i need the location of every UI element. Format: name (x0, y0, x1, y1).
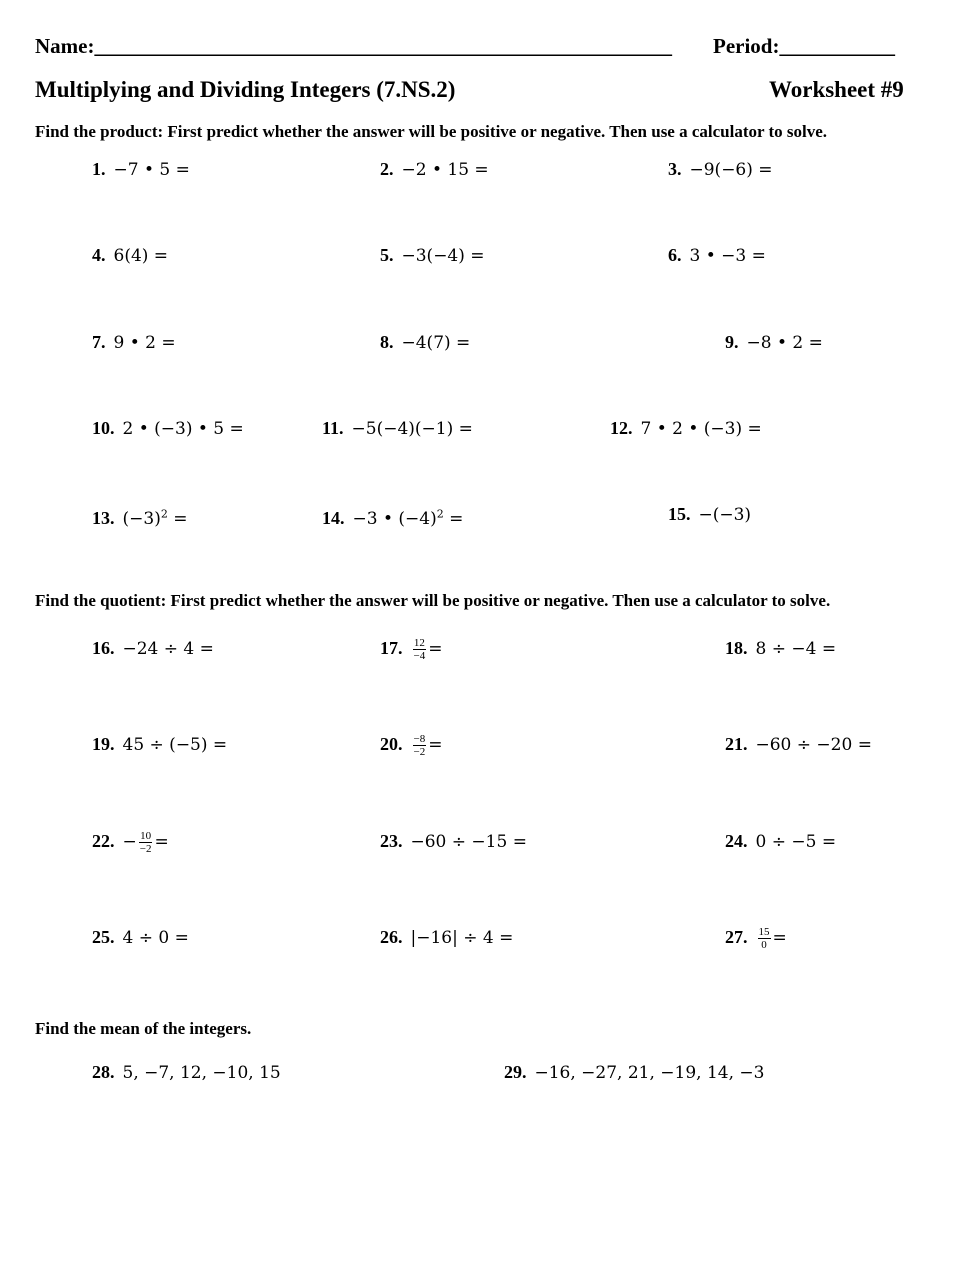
problem-29 (504, 1060, 765, 1085)
name-field-label (35, 34, 672, 59)
problem-number: 16. (92, 638, 115, 658)
problem-number: 4. (92, 245, 106, 265)
problem-expression (123, 509, 188, 529)
problem-number: 25. (92, 927, 115, 947)
problem-expression: 3 • −3 = (689, 246, 766, 266)
problem-9 (725, 330, 823, 355)
problem-17 (380, 636, 442, 662)
numerator: 15 (758, 926, 770, 939)
period-field-label (713, 34, 895, 59)
problem-number: 13. (92, 507, 115, 528)
problem-number: 8. (380, 332, 394, 352)
problem-expression: −8 • 2 = (746, 333, 823, 353)
problem-expression: −60 ÷ −15 = (410, 832, 527, 852)
problem-10 (92, 416, 244, 441)
mean-instructions: Find the mean of the integers. (35, 1019, 252, 1038)
problem-3 (668, 157, 773, 182)
problem-number: 12. (610, 418, 633, 438)
problem-number: 20. (380, 734, 403, 754)
problem-expression: 7 • 2 • (−3) = (640, 419, 762, 439)
problem-number: 1. (92, 159, 106, 179)
problem-number: 21. (725, 734, 748, 754)
problem-expression: 0 ÷ −5 = (755, 832, 837, 852)
expression-tail: = (154, 832, 169, 852)
problem-18 (725, 636, 836, 661)
fraction (758, 926, 771, 951)
denominator: −4 (413, 650, 426, 663)
exponent: 2 (160, 507, 168, 520)
problem-25 (92, 925, 189, 950)
problem-8 (380, 330, 470, 355)
problem-2 (380, 157, 489, 182)
numerator: 10 (140, 830, 152, 843)
problem-number: 11. (322, 418, 344, 438)
problem-expression: 9 • 2 = (113, 333, 176, 353)
problem-number: 7. (92, 332, 106, 352)
problem-12 (610, 416, 762, 441)
problem-15 (668, 502, 751, 527)
problem-expression: −3(−4) = (401, 246, 485, 266)
problem-number: 6. (668, 245, 682, 265)
problem-number: 28. (92, 1062, 115, 1082)
numerator: −8 (413, 733, 426, 746)
problem-number: 2. (380, 159, 394, 179)
problem-number: 15. (668, 504, 691, 524)
worksheet-title: Multiplying and Dividing Integers (7.NS.2) (35, 77, 456, 102)
expression-tail: = (167, 508, 188, 529)
problem-expression: 2 • (−3) • 5 = (122, 419, 244, 439)
problem-number: 26. (380, 927, 403, 947)
problem-24 (725, 829, 836, 854)
problem-11 (322, 416, 473, 441)
problem-expression: 4 ÷ 0 = (122, 928, 189, 948)
expression-tail: = (428, 639, 443, 659)
problem-22 (92, 829, 169, 855)
exponent: 2 (436, 507, 444, 520)
problem-expression: 6(4) = (113, 246, 169, 266)
problem-7 (92, 330, 176, 355)
problem-expression: −9(−6) = (689, 160, 773, 180)
quotient-instructions: Find the quotient: First predict whether the answer will be positive or negative. Then use a calculator to solve. (35, 591, 831, 610)
product-instructions: Find the product: First predict whether the answer will be positive or negative. Then use a calculator to solve. (35, 122, 828, 141)
problem-27 (725, 925, 787, 951)
problem-number: 17. (380, 638, 403, 658)
expression-prefix: − (122, 832, 137, 852)
problem-expression: 8 ÷ −4 = (755, 639, 837, 659)
fraction (413, 637, 427, 662)
problem-number: 10. (92, 418, 115, 438)
expression-base: −3 • (−4) (352, 508, 437, 529)
problem-number: 14. (322, 507, 345, 528)
problem-expression: −2 • 15 = (401, 160, 489, 180)
fraction (139, 830, 153, 855)
name-answer-line[interactable]: _______________________________________________________ (94, 34, 672, 58)
problem-number: 24. (725, 831, 748, 851)
period-label: Period: (713, 34, 780, 58)
problem-16 (92, 636, 214, 661)
problem-number: 5. (380, 245, 394, 265)
problem-expression (353, 509, 464, 529)
problem-expression: −24 ÷ 4 = (122, 639, 214, 659)
problem-21 (725, 732, 872, 757)
period-answer-line[interactable]: ___________ (779, 34, 895, 58)
problem-14 (322, 502, 463, 531)
problem-number: 19. (92, 734, 115, 754)
name-label: Name: (35, 34, 95, 58)
expression-base: (−3) (122, 508, 161, 529)
problem-expression: −16, −27, 21, −19, 14, −3 (534, 1063, 765, 1083)
problem-number: 29. (504, 1062, 527, 1082)
problem-expression: −(−3) (698, 505, 752, 525)
problem-expression: −60 ÷ −20 = (755, 735, 872, 755)
worksheet-number: Worksheet #9 (769, 77, 904, 102)
problem-expression: −7 • 5 = (113, 160, 190, 180)
expression-tail: = (443, 508, 464, 529)
denominator: −2 (139, 843, 152, 856)
problem-number: 23. (380, 831, 403, 851)
problem-23 (380, 829, 527, 854)
denominator: 0 (761, 939, 767, 952)
problem-5 (380, 243, 485, 268)
problem-number: 3. (668, 159, 682, 179)
denominator: −2 (413, 746, 426, 759)
problem-6 (668, 243, 766, 268)
problem-1 (92, 157, 190, 182)
problem-28 (92, 1060, 281, 1085)
problem-expression: |−16| ÷ 4 = (410, 928, 514, 948)
problem-13 (92, 502, 187, 531)
problem-19 (92, 732, 227, 757)
expression-tail: = (772, 928, 787, 948)
problem-20 (380, 732, 442, 758)
problem-number: 9. (725, 332, 739, 352)
problem-expression: −5(−4)(−1) = (351, 419, 473, 439)
problem-expression: 5, −7, 12, −10, 15 (122, 1063, 281, 1083)
fraction (413, 733, 427, 758)
problem-number: 18. (725, 638, 748, 658)
problem-4 (92, 243, 168, 268)
numerator: 12 (413, 637, 425, 650)
problem-26 (380, 925, 513, 950)
problem-number: 22. (92, 831, 115, 851)
expression-tail: = (428, 735, 443, 755)
problem-expression: 45 ÷ (−5) = (122, 735, 228, 755)
problem-number: 27. (725, 927, 748, 947)
problem-expression: −4(7) = (401, 333, 471, 353)
